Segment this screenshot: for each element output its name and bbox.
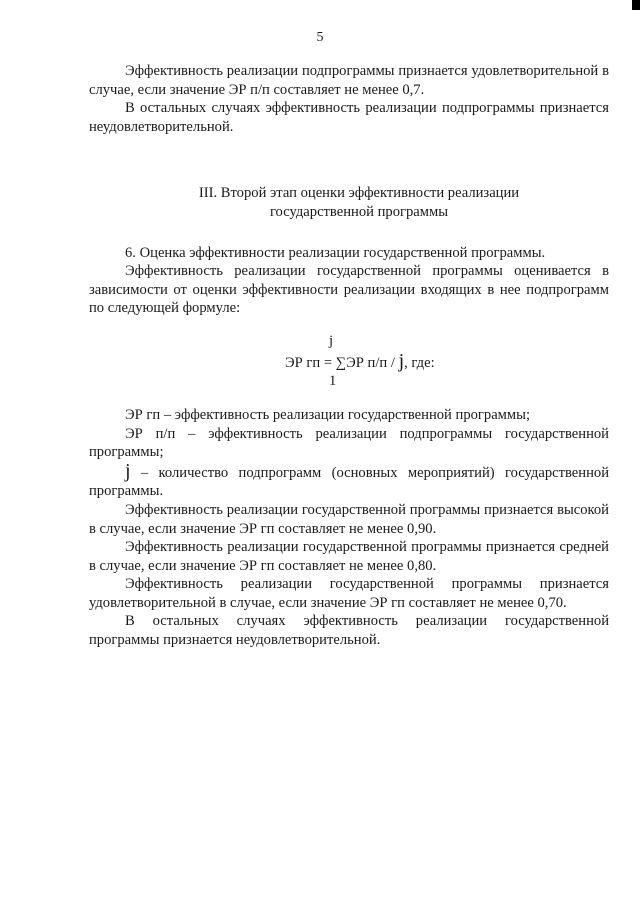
paragraph-subprogram-unsatisfactory: В остальных случаях эффективность реализации подпрограммы признается неудовлетворительной. xyxy=(89,100,609,135)
formula-suffix: , где: xyxy=(404,354,435,371)
formula-lower-limit: 1 xyxy=(329,372,337,389)
criteria-high: Эффективность реализации государственной программы признается высокой в случае, если значение ЭР гп составляет не менее 0,90. xyxy=(89,501,609,537)
formula-j-symbol: j xyxy=(398,349,405,372)
definition-er-gp: ЭР гп – эффективность реализации государственной программы; xyxy=(125,406,530,423)
formula-expression: ЭР гп = ∑ЭР п/п / xyxy=(285,354,399,371)
formula-main xyxy=(285,349,435,373)
definition-j xyxy=(89,459,609,501)
formula xyxy=(89,332,609,390)
definition-j-symbol: j xyxy=(125,459,131,482)
section-heading-line2: государственной программы xyxy=(269,203,449,220)
paragraph-subprogram-satisfactory: Эффективность реализации подпрограммы признается удовлетворительной в случае, если значение ЭР п/п составляет не менее 0,7. xyxy=(89,63,609,98)
criteria-medium: Эффективность реализации государственной программы признается средней в случае, если значение ЭР гп составляет не менее 0,80. xyxy=(89,539,609,574)
subsection-title: 6. Оценка эффективности реализации государственной программы. xyxy=(125,244,546,261)
criteria-satisfactory: Эффективность реализации государственной программы признается удовлетворительной в случае, если значение ЭР гп составляет не менее 0,70. xyxy=(89,576,609,611)
document-body xyxy=(89,62,609,650)
definition-er-pp: ЭР п/п – эффективность реализации подпрограммы государственной программы; xyxy=(89,425,609,461)
definition-j-text: – количество подпрограмм (основных мероприятий) государственной программы. xyxy=(89,464,609,500)
criteria-unsatisfactory: В остальных случаях эффективность реализации государственной программы признается неудовлетворительной. xyxy=(89,613,609,649)
paragraph-formula-intro: Эффективность реализации государственной программы оценивается в зависимости от оценки эффективности реализации входящих в нее подпрограмм по следующей формуле: xyxy=(89,263,609,317)
scan-corner-mark xyxy=(632,0,640,10)
section-heading-line1: III. Второй этап оценки эффективности реализации xyxy=(198,185,520,202)
section-heading xyxy=(89,184,609,221)
formula-upper-limit: j xyxy=(329,332,334,349)
page-number: 5 xyxy=(316,30,324,45)
